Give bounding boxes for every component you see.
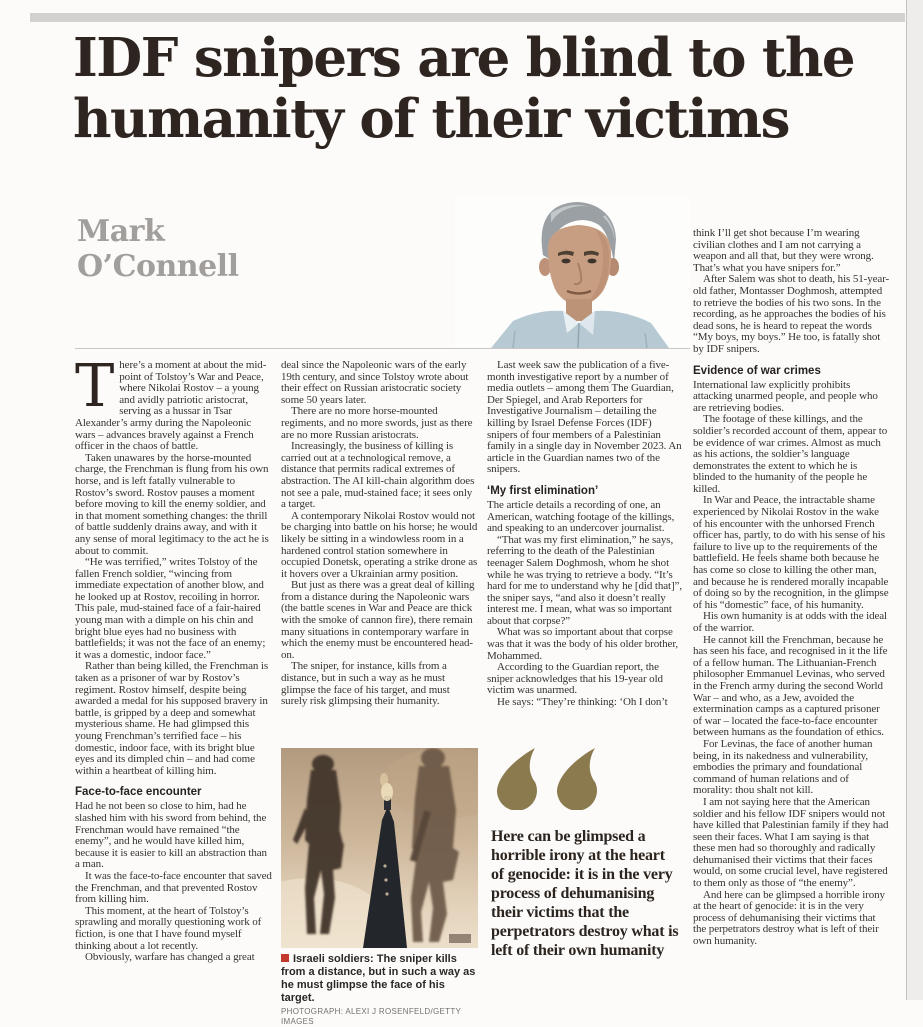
article-paragraph: But just as there was a great deal of killing from a distance during the Napoleonic wars (the battle scenes in War and Peace are thick with the smoke of cannon fire), there remain many situations in contemporary warfare in which the enemy must be encountered head-on. <box>281 579 475 661</box>
article-paragraph: Last week saw the publication of a five-month investigative report by a number of media outlets – among them The Guardian, Der Spiegel, and Arab Reporters for Investigative Journalism – detailing the killing by Israel Defense Forces (IDF) snipers of four members of a Palestinian family in a single day in November 2023. An article in the Guardian names two of the snipers. <box>487 359 682 476</box>
divider-byline <box>75 348 690 349</box>
section-subhead: Face-to-face encounter <box>75 786 202 799</box>
article-paragraph: deal since the Napoleonic wars of the early 19th century, and since Tolstoy wrote about their effect on Russian aristocratic society some 50 years later. <box>281 359 469 406</box>
article-paragraph: This moment, at the heart of Tolstoy’s sprawling and morally questioning work of fiction, is one that I have found myself thinking about a lot recently. <box>75 904 262 952</box>
article-column-3 <box>487 360 684 960</box>
byline-first-name: Mark <box>77 214 165 249</box>
article-paragraph: He cannot kill the Frenchman, because he has seen his face, and recognised in it the life of a fellow human. The Lithuanian-French philosopher Emmanuel Levinas, who served in the French army during the second World War – and who, as a Jew, avoided the extermination camps as a captured prisoner of war – located the face-to-face encounter between humans as the foundation of ethics. <box>693 633 888 739</box>
article-paragraph: In War and Peace, the intractable shame experienced by Nikolai Rostov in the wake of his encounter with the unhorsed French officer has, partly, to do with his sense of his failure to live up to the requirements of the battlefield. He feels shame both because he has come so close to killing the other man, and because he is rendered morally incapable of doing so by the recognition, in the glimpse of his “domestic” face, of his humanity. <box>693 494 889 611</box>
article-photo <box>281 748 478 948</box>
page-edge <box>907 0 923 1000</box>
article-column-1 <box>75 360 272 1000</box>
byline-last-name: O’Connell <box>77 249 239 284</box>
photo-credit: PHOTOGRAPH: ALEXI J ROSENFELD/GETTY IMAGES <box>281 1007 462 1026</box>
pull-quote-text: Here can be glimpsed a horrible irony at the heart of genocide: it is in the very process of dehumanising their victims that the perpetrators destroy what is left of their own humanity <box>491 828 679 959</box>
article-paragraph: It was the face-to-face encounter that saved the Frenchman, and that prevented Rostov from killing him. <box>75 869 272 906</box>
pull-quote <box>487 746 684 960</box>
article-paragraph: A contemporary Nikolai Rostov would not be charging into battle on his horse; he would likely be sitting in a windowless room in a hardened control station somewhere in occupied Donetsk, operating a strike drone as it hovers over a Ukrainian army position. <box>281 509 478 580</box>
article-paragraph: Had he not been so close to him, had he slashed him with his sword from behind, the Frenchman would have remained “the enemy”, and he would have killed him, because it is easier to kill an abstraction than a man. <box>75 800 267 871</box>
article-paragraph: Obviously, warfare has changed a great <box>85 951 255 964</box>
soldiers-photo-illustration <box>281 748 478 948</box>
section-subhead: ‘My first elimination’ <box>487 484 599 497</box>
drop-cap: T <box>75 360 115 420</box>
article-column-3-text <box>487 360 684 732</box>
article-paragraph: For Levinas, the face of another human being, in its nakedness and vulnerability, embodies the primary and foundational command of human relations and of morality: thou shalt not kill. <box>693 737 873 797</box>
article-paragraph: “He was terrified,” writes Tolstoy of the fallen French soldier, “wincing from immediate expectation of another blow, and he looked up at Rostov, recoiling in horror. This pale, mud-stained face of a fair-haired young man with a dimple on his chin and bright blue eyes had no business with battlefields; it was not the face of an enemy; it was a domestic, indoor face.” <box>75 556 266 661</box>
article-paragraph: think I’ll get shot because I’m wearing civilian clothes and I am not carrying a weapon and all that, but they were wrong. That’s what you have snipers for.” <box>693 228 874 274</box>
quote-marks-icon <box>491 746 623 810</box>
article-paragraph: The sniper, for instance, kills from a distance, but in such a way as he must glimpse the face of his target, and must surely risk glimpsing their humanity. <box>281 660 450 708</box>
article-paragraph: Rather than being killed, the Frenchman is taken as a prisoner of war by Rostov’s regiment. Rostov himself, despite being awarded a medal for his supposed bravery in battle, is gripped by a deep and somewhat mysterious shame. He had glimpsed this young Frenchman’s terrified face – his domestic, indoor face, with its bright blue eyes and its dimpled chin – and had come within a heartbeat of killing him. <box>75 660 269 777</box>
article-paragraph: Increasingly, the business of killing is carried out at a technological remove, a distance that permits radical extremes of abstraction. The AI kill-chain algorithm does not see a pale, mud-stained face; it sees only a target. <box>281 440 475 511</box>
section-subhead: Evidence of war crimes <box>693 364 821 377</box>
masthead-bar <box>30 13 905 22</box>
article-paragraph: After Salem was shot to death, his 51-year-old father, Montasser Doghmosh, attempted to retrieve the bodies of his two sons. In the recording, as he approaches the bodies of his dead sons, he is heard to repeat the words “My boys, my boys.” He too, is fatally shot by IDF snipers. <box>693 273 890 355</box>
photo-caption <box>281 953 478 1027</box>
author-portrait-illustration <box>455 197 690 348</box>
article-paragraph: The footage of these killings, and the soldier’s recorded account of them, appear to be evidence of war crimes. Almost as much as his actions, the soldier’s language demonstrates the extent to which he is blinded to the humanity of the people he killed. <box>693 413 888 495</box>
article-column-4 <box>693 228 890 1000</box>
article-paragraph: He says: “They’re thinking: ‘Oh I don’t <box>497 696 668 709</box>
page-title: IDF snipers are blind to the humanity of their victims <box>73 27 855 150</box>
article-paragraph: I am not saying here that the American soldier and his fellow IDF snipers would not have killed that Palestinian family if they had seen their faces. What I am saying is that these men had so thoroughly and radically dehumanised their victims that their faces would, on some crucial level, have registered to them only as those of “the enemy”. <box>693 795 889 890</box>
article-paragraph: The article details a recording of one, an American, watching footage of the killings, and speaking to an undercover journalist. <box>487 498 675 535</box>
article-paragraph: There’s a moment at about the mid-point of Tolstoy’s War and Peace, where Nikolai Rostov – a young and avidly patriotic aristocrat, serving as a hussar in Tsar Alexander’s army during the Napoleonic wars – advances bravely against a French officer in the chaos of battle. <box>75 360 267 453</box>
article-paragraph: And here can be glimpsed a horrible irony at the heart of genocide: it is in the very process of dehumanising their victims that the perpetrators destroy what is left of their own humanity. <box>693 888 885 948</box>
article-paragraph: What was so important about that corpse was that it was the body of his older brother, Mohammed. <box>487 626 679 662</box>
article-paragraph: Taken unawares by the horse-mounted charge, the Frenchman is flung from his own horse, and is left fatally vulnerable to Rostov’s sword. Rostov pauses a moment before moving to kill the enemy soldier, and in that moment something changes: the thrill of battle suddenly drains away, and with it any sense of moral legitimacy to the act he is about to commit. <box>75 451 269 557</box>
author-portrait <box>455 197 690 348</box>
article-paragraph: According to the Guardian report, the sniper acknowledges that his 19-year old victim was unarmed. <box>487 661 663 697</box>
caption-text: The sniper kills from a distance, but in such a way as he must glimpse the face of his target. <box>281 953 476 1004</box>
article-paragraph: There are no more horse-mounted regiments, and no more swords, just as there are no more Russian aristocrats. <box>281 405 473 441</box>
article-paragraph: “That was my first elimination,” he says, referring to the death of the Palestinian teenager Salem Doghmosh, whom he shot while he was trying to retrieve a body. “It’s hard for me to understand why he [did that]”, the sniper says, “and also it doesn’t really interest me. I mean, what was so important about that corpse?” <box>487 533 682 627</box>
page-edge-line <box>906 0 907 1000</box>
article-column-2 <box>281 360 478 1027</box>
caption-lead: Israeli soldiers: <box>293 953 374 965</box>
caption-bullet-icon <box>281 954 289 962</box>
article-paragraph: International law explicitly prohibits attacking unarmed people, and people who are retrieving bodies. <box>693 378 878 414</box>
byline <box>77 214 238 284</box>
article-column-2-text <box>281 360 478 740</box>
article-paragraph: His own humanity is at odds with the ideal of the warrior. <box>693 610 888 634</box>
